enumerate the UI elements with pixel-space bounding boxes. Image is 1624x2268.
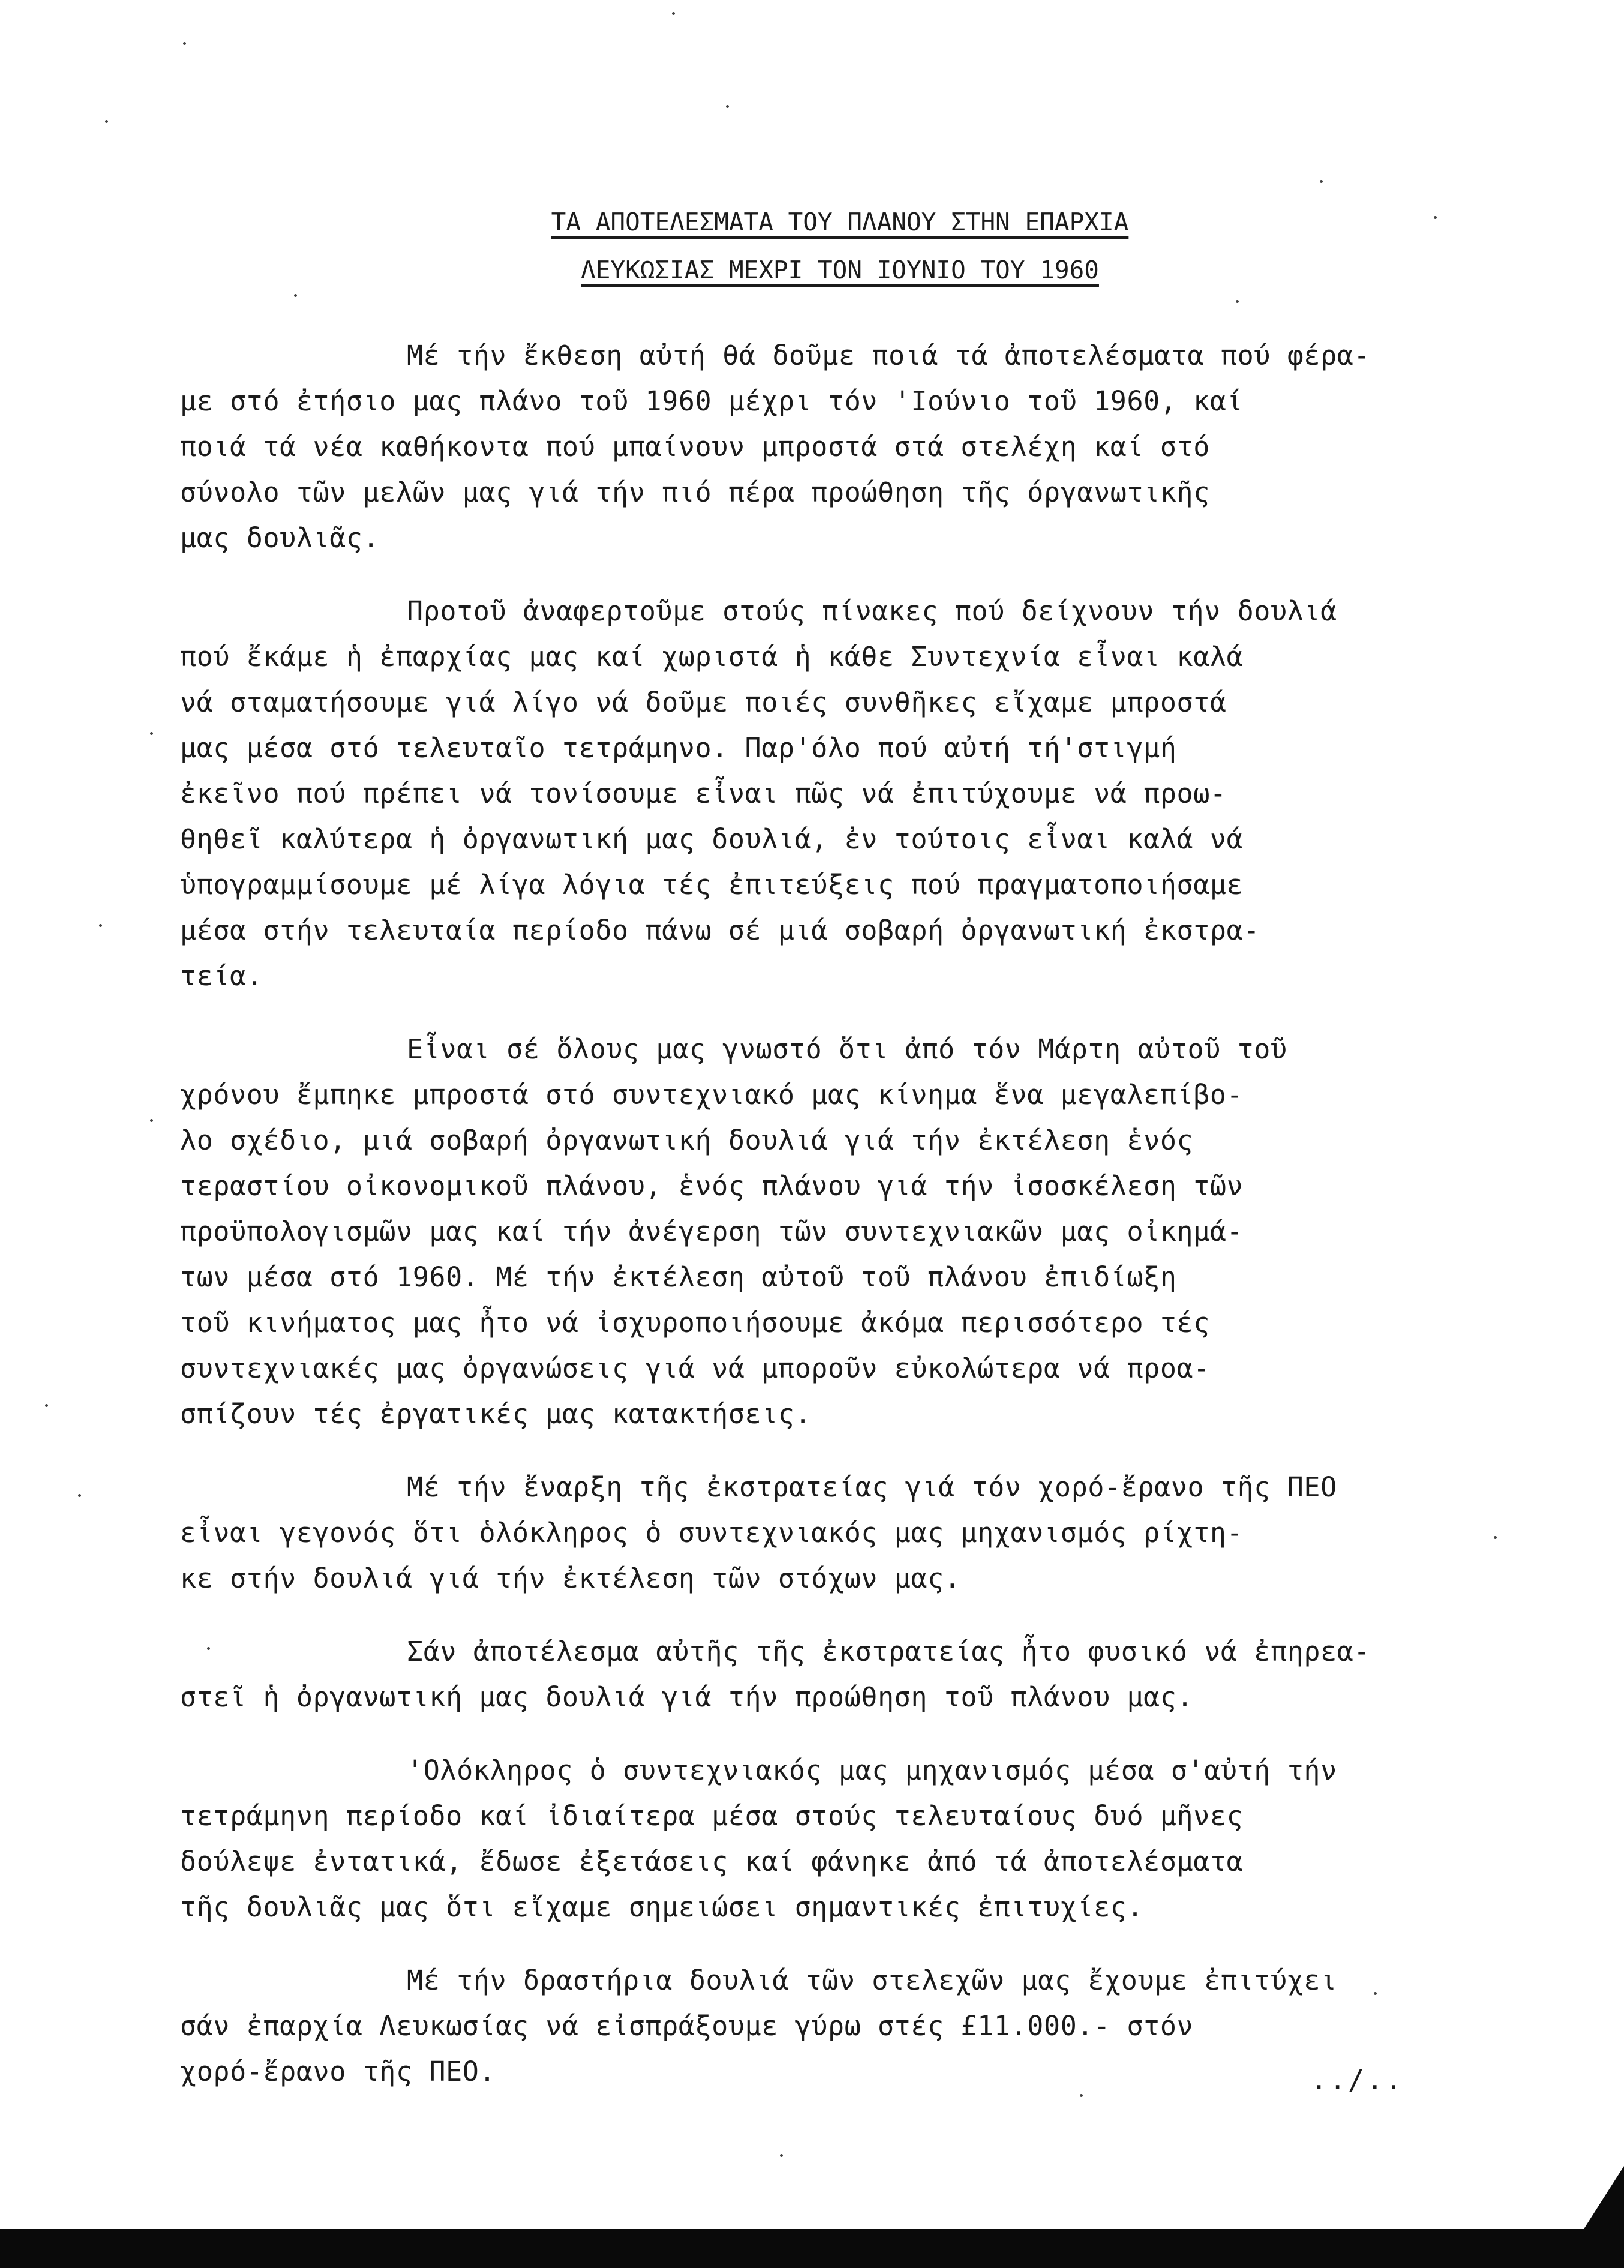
- text-line: σύνολο τῶν μελῶν μας γιά τήν πιό πέρα προώθηση τῆς όργανωτικῆς: [180, 476, 1210, 508]
- text-line: χρόνου ἔμπηκε μπροστά στό συντεχνιακό μας κίνημα ἕνα μεγαλεπίβο-: [180, 1079, 1244, 1111]
- text-line: μας μέσα στό τελευταῖο τετράμηνο. Παρ'όλο πού αὐτή τή'στιγμή: [180, 732, 1177, 764]
- text-line: σάν ἐπαρχία Λευκωσίας νά εἰσπράξουμε γύρω στές £11.000.- στόν: [180, 2010, 1194, 2042]
- text-line: 'Ολόκληρος ὁ συντεχνιακός μας μηχανισμός μέσα σ'αὐτή τήν: [407, 1754, 1337, 1786]
- paragraph: [180, 589, 1476, 999]
- text-line: κε στήν δουλιά γιά τήν ἐκτέλεση τῶν στόχων μας.: [180, 1562, 961, 1594]
- text-line: Μέ τήν δραστήρια δουλιά τῶν στελεχῶν μας ἔχουμε ἐπιτύχει: [407, 1964, 1337, 1996]
- text-line: τοῦ κινήματος μας ἦτο νά ἰσχυροποιήσουμε ἀκόμα περισσότερο τές: [180, 1307, 1210, 1339]
- text-line: συντεχνιακές μας ὀργανώσεις γιά νά μποροῦν εὐκολώτερα νά προα-: [180, 1352, 1210, 1384]
- text-line: τεραστίου οἰκονομικοῦ πλάνου, ἑνός πλάνου γιά τήν ἰσοσκέλεση τῶν: [180, 1170, 1244, 1202]
- title-line: ΤΑ ΑΠΟΤΕΛΕΣΜΑΤΑ ΤΟΥ ΠΛΑΝΟΥ ΣΤΗΝ ΕΠΑΡΧΙΑ: [551, 208, 1129, 236]
- paragraph: [180, 1027, 1476, 1437]
- text-line: τεία.: [180, 960, 263, 992]
- paragraph: [180, 1465, 1476, 1601]
- text-line: Μέ τήν ἔκθεση αὐτή θά δοῦμε ποιά τά ἀποτελέσματα πού φέρα-: [407, 340, 1371, 371]
- scan-speck: [726, 105, 729, 108]
- text-line: δούλεψε ἐντατικά, ἔδωσε ἐξετάσεις καί φάνηκε ἀπό τά ἀποτελέσματα: [180, 1846, 1244, 1877]
- text-line: τῆς δουλιᾶς μας ὅτι εἴχαμε σημειώσει σημαντικές ἐπιτυχίες.: [180, 1891, 1144, 1923]
- text-line: προϋπολογισμῶν μας καί τήν ἀνέγερση τῶν συντεχνιακῶν μας οἰκημά-: [180, 1216, 1244, 1247]
- page-continuation-marker: ../..: [1311, 2064, 1404, 2096]
- scan-speck: [207, 1647, 210, 1650]
- scan-speck: [780, 2154, 783, 2157]
- scan-speck: [1494, 1536, 1497, 1539]
- scan-speck: [105, 120, 108, 123]
- text-line: ἐκεῖνο πού πρέπει νά τονίσουμε εἶναι πῶς νά ἐπιτύχουμε νά προω-: [180, 778, 1227, 809]
- paragraph: [180, 1629, 1476, 1720]
- scan-speck: [1236, 300, 1239, 303]
- scan-speck: [99, 924, 102, 927]
- text-line: ὑπογραμμίσουμε μέ λίγα λόγια τές ἐπιτεύξεις πού πραγματοποιήσαμε: [180, 869, 1244, 901]
- paragraph: [180, 1748, 1476, 1930]
- text-line: Σάν ἀποτέλεσμα αὐτῆς τῆς ἐκστρατείας ἦτο φυσικό νά ἐπηρεα-: [407, 1636, 1371, 1667]
- text-line: μας δουλιᾶς.: [180, 522, 380, 554]
- scan-speck: [1320, 180, 1323, 183]
- text-line: λο σχέδιο, μιά σοβαρή ὀργανωτική δουλιά γιά τήν ἐκτέλεση ἑνός: [180, 1124, 1194, 1156]
- text-line: χορό-ἔρανο τῆς ΠΕΟ.: [180, 2056, 496, 2087]
- document-body: [180, 333, 1476, 2122]
- text-line: Μέ τήν ἔναρξη τῆς ἐκστρατείας γιά τόν χορό-ἔρανο τῆς ΠΕΟ: [407, 1471, 1337, 1503]
- scan-speck: [183, 42, 186, 45]
- scan-edge-shadow: [0, 2229, 1624, 2268]
- text-line: ποιά τά νέα καθήκοντα πού μπαίνουν μπροστά στά στελέχη καί στό: [180, 431, 1210, 463]
- scan-speck: [1434, 216, 1437, 219]
- text-line: τετράμηνη περίοδο καί ἰδιαίτερα μέσα στούς τελευταίους δυό μῆνες: [180, 1800, 1244, 1832]
- scan-speck: [672, 12, 675, 15]
- scan-speck: [45, 1404, 48, 1407]
- scan-edge-shadow: [1584, 2166, 1624, 2229]
- text-line: νά σταματήσουμε γιά λίγο νά δοῦμε ποιές συνθῆκες εἴχαμε μπροστά: [180, 686, 1227, 718]
- scan-speck: [1374, 1992, 1377, 1995]
- text-line: με στό ἐτήσιο μας πλάνο τοῦ 1960 μέχρι τόν 'Ιούνιο τοῦ 1960, καί: [180, 385, 1244, 417]
- document-title: [468, 198, 1212, 294]
- text-line: εἶναι γεγονός ὅτι ὁλόκληρος ὁ συντεχνιακός μας μηχανισμός ρίχτη-: [180, 1517, 1244, 1549]
- text-line: πού ἔκάμε ἡ ἐπαρχίας μας καί χωριστά ἡ κάθε Συντεχνία εἶναι καλά: [180, 641, 1244, 673]
- paragraph: [180, 333, 1476, 561]
- scan-speck: [294, 294, 297, 297]
- scan-speck: [150, 1119, 153, 1122]
- paragraph: [180, 1958, 1476, 2095]
- text-line: Εἶναι σέ ὅλους μας γνωστό ὅτι ἀπό τόν Μάρτη αὐτοῦ τοῦ: [407, 1033, 1287, 1065]
- text-line: σπίζουν τές ἐργατικές μας κατακτήσεις.: [180, 1398, 812, 1430]
- text-line: θηθεῖ καλύτερα ἡ ὀργανωτική μας δουλιά, ἐν τούτοις εἶναι καλά νά: [180, 823, 1244, 855]
- text-line: των μέσα στό 1960. Μέ τήν ἐκτέλεση αὐτοῦ τοῦ πλάνου ἐπιδίωξη: [180, 1261, 1177, 1293]
- text-line: στεῖ ἡ ὀργανωτική μας δουλιά γιά τήν προώθηση τοῦ πλάνου μας.: [180, 1681, 1194, 1713]
- title-line: ΛΕΥΚΩΣΙΑΣ ΜΕΧΡΙ ΤΟΝ ΙΟΥΝΙΟ ΤΟΥ 1960: [581, 256, 1099, 284]
- text-line: μέσα στήν τελευταία περίοδο πάνω σέ μιά σοβαρή ὀργανωτική ἐκστρα-: [180, 914, 1260, 946]
- text-line: Προτοῦ ἀναφερτοῦμε στούς πίνακες πού δείχνουν τήν δουλιά: [407, 595, 1337, 627]
- scan-speck: [1080, 2094, 1083, 2097]
- scan-speck: [78, 1494, 81, 1497]
- scan-speck: [150, 732, 153, 735]
